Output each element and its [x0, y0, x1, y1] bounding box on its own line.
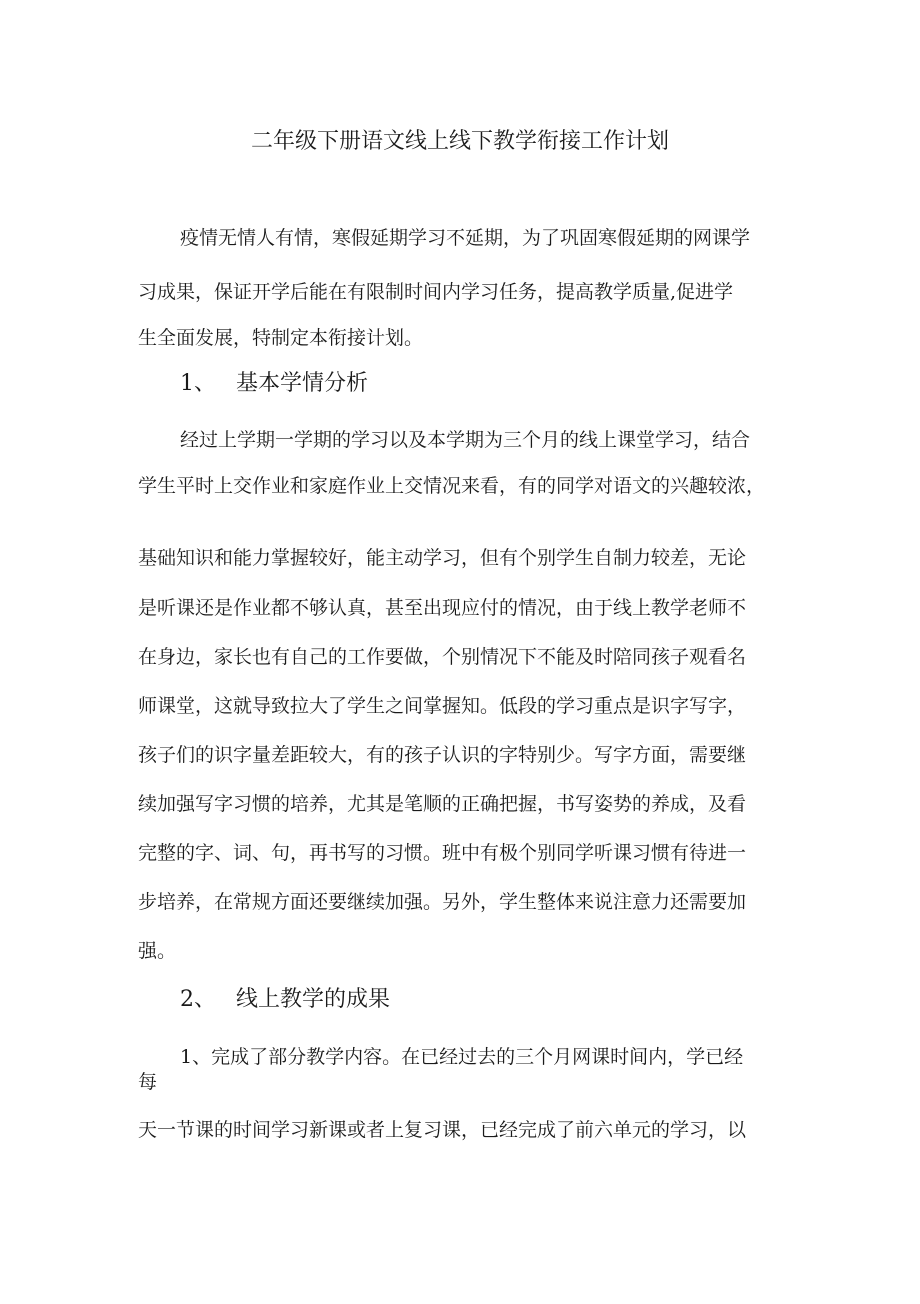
section-1-line-9: 完整的字、词、句，再书写的习惯。班中有极个别同学听课习惯有待进一	[138, 842, 747, 864]
intro-line-3: 生全面发展，特制定本衔接计划。	[138, 327, 424, 349]
section-1-line-7: 孩子们的识字量差距较大，有的孩子认识的字特别少。写字方面，需要继	[138, 744, 747, 766]
section-1-line-10: 步培养，在常规方面还要继续加强。另外，学生整体来说注意力还需要加	[138, 891, 747, 913]
section-1-number: 1、	[180, 371, 216, 396]
section-1-line-3: 基础知识和能力掌握较好，能主动学习，但有个别学生自制力较差，无论	[138, 547, 747, 569]
document-title: 二年级下册语文线上线下教学衔接工作计划	[250, 129, 669, 154]
section-1-line-6: 师课堂，这就导致拉大了学生之间掌握知。低段的学习重点是识字写字，	[138, 695, 747, 717]
section-1-heading	[180, 370, 368, 398]
section-2-line-3: 天一节课的时间学习新课或者上复习课，已经完成了前六单元的学习，以	[138, 1119, 747, 1141]
section-1-line-8: 续加强写字习惯的培养，尤其是笔顺的正确把握，书写姿势的养成，及看	[138, 793, 747, 815]
section-1-line-2: 学生平时上交作业和家庭作业上交情况来看，有的同学对语文的兴趣较浓，	[138, 475, 766, 497]
section-2-heading	[180, 986, 390, 1014]
section-1-line-4: 是听课还是作业都不够认真，甚至出现应付的情况，由于线上教学老师不	[138, 597, 747, 619]
section-2-number: 2、	[180, 987, 216, 1012]
section-1-line-11: 强。	[138, 940, 177, 962]
section-1-title: 基本学情分析	[236, 371, 369, 396]
section-2-line-1: 1、完成了部分教学内容。在已经过去的三个月网课时间内，学已经	[180, 1046, 744, 1068]
section-1-line-1: 经过上学期一学期的学习以及本学期为三个月的线上课堂学习，结合	[180, 429, 751, 451]
section-2-line-2: 每	[138, 1071, 158, 1093]
intro-line-2: 习成果，保证开学后能在有限制时间内学习任务，提高教学质量,促进学	[138, 281, 734, 303]
section-2-title: 线上教学的成果	[236, 987, 391, 1012]
section-1-line-5: 在身边，家长也有自己的工作要做，个别情况下不能及时陪同孩子观看名	[138, 646, 747, 668]
intro-line-1: 疫情无情人有情，寒假延期学习不延期，为了巩固寒假延期的网课学	[180, 227, 751, 249]
